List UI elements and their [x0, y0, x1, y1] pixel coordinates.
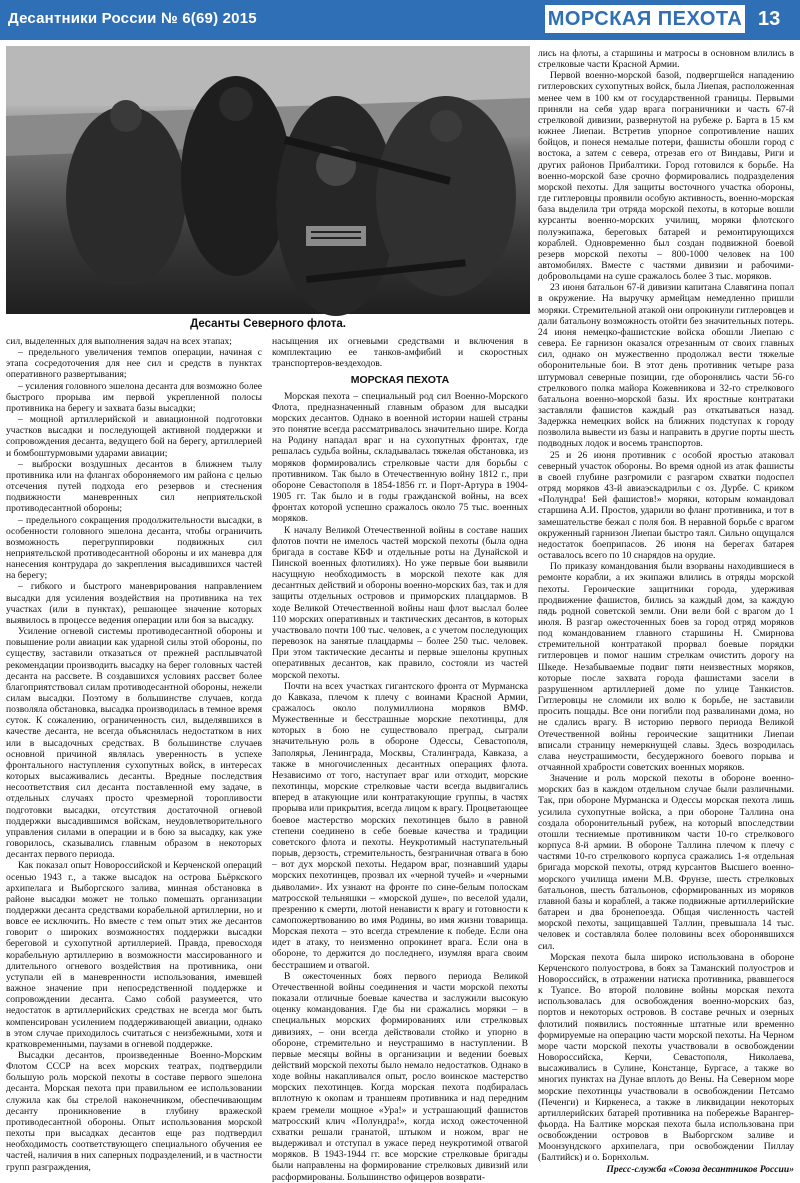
paragraph: Как показал опыт Новороссийской и Керченской операций осенью 1943 г., а также высадок на острова Бьёркского архипелага и Выборгского залива, минная обстановка в районе высадки может не только помешать организации поддержки десанта средствами корабельной артиллерии, но и вовсе ее исключить. Но вместе с тем опыт этих же десантов говорит о широких возможностях поддержки высадки береговой и сухопутной артиллерией. Правда, превосходя корабельную артиллерию в возможности массированного и длительного огневого воздействия на противника, они уступали ей в маневренности использования, имевшей важное значение при непосредственной поддержке и сопровождении десанта. Само собой разумеется, что недостаток в артиллерийских средствах не всегда мог быть компенсирован усилением поддерживающей авиации, однако в этом случае приходилось считаться с неизбежными, хотя и кратковременными, паузами в огневой поддержке.	[6, 860, 262, 1050]
paragraph: 25 и 26 июня противник с особой яростью атаковал северный участок обороны. Во время одной из атак фашисты в своей глубине разгромили с разгаром схватки подоспел отряд моряков 43-й авиаэскадрильи с оз. Дурбе. С криком «Полундра! Бей фашистов!» моряки, которым командовал старшина А.И. Простов, ударили во фланг противника, и тот в замешательстве бежал с поля боя. В неравной борьбе с врагом окруженный гарнизон Лиепаи быстро таял. Сильно ощущался недостаток боеприпасов. 26 июня на берегах батарея оставалось всего по 10 снарядов на орудие.	[538, 449, 794, 562]
paragraph: Морская пехота была широко использована в обороне Керченского полуострова, в боях за Таманский полуостров и Новороссийск, в отражении натиска противника, рвавшегося к Туапсе. Во второй половине войны морская пехота использовалась для освобождения военно-морских баз, портов и некоторых островов. В составе речных и озерных флотилий появились постоянные штатные или временно формируемые на операцию части морской пехоты. На Черном море части морской пехоты участвовали в освобождении Новороссийска, Керчи, Севастополя, Николаева, высаживались в Сулине, Констанце, Бургасе, а также во многих пунктах на Дунае вплоть до Вены. На Северном море морские пехотинцы участвовали в освобождении Петсамо (Печенги) и Киркенеса, а также в ликвидации некоторых артиллерийских батарей противника на побережье Варангер-фьорда. На Балтике морская пехота была использована при освобождении островов в Выборгском заливе и Моонзундского архипелага, при освобождении Пиллау (Балтийск) и о. Борнхольм.	[538, 951, 794, 1164]
column-3	[538, 48, 794, 1175]
section-title: МОРСКАЯ ПЕХОТА	[545, 5, 745, 33]
paragraph: – предельного увеличения темпов операции, начиная с этапа сосредоточения для нее сил и средств в пунктах оперативного развертывания;	[6, 347, 262, 381]
paragraph: Высадки десантов, произведенные Военно-Морским Флотом СССР на всех морских театрах, подтвердили большую роль морской пехоты в составе первого эшелона десанта. Морская пехота при правильном ее использовании служила как бы стрелой наконечником, обеспечивающим десанту проникновение в глубину вражеской противодесантной обороны. Опыт использования морской пехоты при высадках десантов еще раз подтвердил необходимость соответствующего специального обучения ее частей, наличия в них саперных подразделений, и в частности групп разграждения,	[6, 1050, 262, 1173]
paragraph: Значение и роль морской пехоты в обороне военно-морских баз в каждом отдельном случае были различными. Так, при обороне Мурманска и Одессы морская пехота лишь усилила сухопутные войска, а при обороне Таллина она создала оборонительный рубеж, на который впоследствии отошли тесниемые противником части 10-го стрелкового корпуса 8-й армии. В обороне Таллина плечом к плечу с частями 10-го стрелкового корпуса сражались 1-я отдельная бригада морской пехоты, отряд курсантов Высшего военно-морского училища имени М.В. Фрунзе, шесть стрелковых батальонов, шесть батальонов, сформированных из моряков главной базы и кораблей, а также подвижные артиллерийские батареи и два бронепоезда. Общая численность частей морской пехоты, защищавшей Таллин, превышала 14 тыс. человек и составляла более половины всех оборонявшихся сил.	[538, 773, 794, 952]
page-number: 13	[758, 8, 781, 30]
paragraph: К началу Великой Отечественной войны в составе наших флотов почти не имелось частей морской пехоты (была одна бригада в составе КБФ и отдельные роты на Дунайской и Пинской военных флотилиях). Но уже первые бои выявили насущную необходимость в морской пехоте как для десантных действий и обороны военно-морских баз, так и для защиты отдельных островов и приморских плацдармов. В ходе Великой Отечественной войны наш флот выслал более 110 морских оперативных и тактических десантов, в которых участвовало почти 100 тыс. человек, а с учетом последующих перевозок на занятые плацдармы – более 250 тыс. человек. При этом тактические десанты и первые эшелоны крупных оперативных десантов, как правило, состояли из частей морской пехоты.	[272, 524, 528, 681]
column-1	[6, 336, 262, 1173]
paragraph: По приказу командования были взорваны находившиеся в ремонте корабли, а их экипажи влились в отряды морской пехоты. Героические защитники города, удерживая продвижение фашистов, бились за каждый дом, за каждую пядь родной советской земли. Они вели бой с врагом до 1 июля. В разгар ожесточенных боев за город отряд моряков под командованием главного старшины Н. Смирнова стремительной контратакой прорвал боевые порядки гитлеровцев и помог нашим стрелкам очистить дорогу на Шкеде. Незабываемые подвиг пяти неизвестных моряков, которые после захвата города фашистами засели в разрушенном артиллерией доме по улице Танкистов. Гитлеровцы не сломили их волю к борьбе, не заставили просить пощады. Все они погибли под развалинами дома, но не сдались врагу. В историю первого периода Великой Отечественной войны героические защитники Лиепаи вписали страницу немеркнущей славы. Здесь возродилась слава неустрашимости, бесудержного боевого порыва и отчаянной храбрости советских военных моряков.	[538, 561, 794, 773]
paragraph: Почти на всех участках гигантского фронта от Мурманска до Кавказа, плечом к плечу с воинами Красной Армии, сражалось около полумиллиона моряков ВМФ. Мужественные и бесстрашные морские пехотинцы, для которых в бою не существовало преград, сыграли значительную роль в обороне Одессы, Севастополя, Заполярья, Ленинграда, Москвы, Сталинграда, Кавказа, а также в многочисленных десантных операциях флота. Независимо от того, наступает враг или отходит, морские пехотинцы, морские стрелковые части всегда выдвигались вперед в атакующие или контратакующие группы, в частях прорыва или прикрытия, всегда лицом к врагу. Процветающее боевое мастерство морских пехотинцев было в равной степени соединено в себе боевые качества и традиции советского флота и пехоты. Неукротимый наступательный порыв, дерзость, стремительность, безграничная отвага в бою – вот дух морской пехоты. Недаром враг, познавший удары морских пехотинцев, прозвал их «черной тучей» и «черными дьяволами». Их узнают на фронте по сине-белым полоскам матросской тельняшки – «морской душе», по веселой удали, презрению к смерти, лютой ненависти к врагу и готовности к самопожертвованию во имя Родины, во имя жизни товарища. Морская пехота – это всегда стремление к победе. Если она идет в атаку, то неизменно опрокинет врага. Если она в обороне, то держится до последнего, изумляя врага своим бесстрашием и отвагой.	[272, 680, 528, 971]
paragraph: насыщения их огневыми средствами и включения в комплектацию ее танков-амфибий и скоростных транспортеров-вездеходов.	[272, 336, 528, 370]
column-2	[272, 336, 528, 1183]
photo-illustration	[6, 46, 530, 314]
paragraph: – предельного сокращения продолжительности высадки, в особенности головного эшелона десанта, чтобы ограничить возможность перегруппировки подвижных сил неприятельской противодесантной обороны и их маневра для нанесения контрудара до закрепления высадившихся частей на берегу;	[6, 514, 262, 582]
article-subtitle: МОРСКАЯ ПЕХОТА	[350, 374, 450, 387]
newspaper-issue: Десантники России № 6(69) 2015	[8, 10, 257, 27]
paragraph: Усиление огневой системы противодесантной обороны и повышение роли авиации как ударной силы этой обороны, по существу, заставили отказаться от прежней расплывчатой рекомендации производить высадку на берег головных частей десанта на рассвете. В создавшихся условиях рассвет более благоприятствовал силам противодесантной обороны, нежели силам высадки. Поэтому в большинстве случаев, когда позволяла обстановка, высадка производилась в темное время суток. К сожалению, ограниченность сил, выделявшихся в качестве десанта, не всегда объяснялась недостатком в них или в высадочных средствах. В большинстве случаев основной причиной являлась уверенность в успехе фронтального наступления сухопутных войск, в интересах которых высаживались десанты. Вредные последствия несоответствия сил десанта поставленной ему задаче, в отдельных случаях просто чрезмерной торопливости подготовки высадки, отсутствия достаточной огневой поддержки высадившимся войскам, неудовлетворительного управления силами в операции и в бою за высадку, как уже говорилось, сказывались главным образом в некоторых десантах первого периода.	[6, 626, 262, 861]
paragraph: сил, выделенных для выполнения задач на всех этапах;	[6, 336, 232, 347]
marines-photo	[6, 46, 530, 314]
article-signature: Пресс-служба «Союза десантников России»	[606, 1163, 794, 1175]
paragraph: Первой военно-морской базой, подвергшейся нападению гитлеровских сухопутных войск, была Лиепая, расположенная менее чем в 100 км от государственной границы. Первыми приняли на себя удар врага пограничники и часть 67-й стрелковой дивизии, развернутой на рубеже р. Барта в 15 км южнее Лиепаи. Встретив упорное сопротивление наших бойцов, и понеся немалые потери, фашисты обошли город с востока, а затем с севера, отрезав его от Виндавы, Риги и других районов Прибалтики. Город готовился к борьбе. На военно-морской базе срочно формировались подразделения морской пехоты. Для защиты восточного участка обороны, где гитлеровцы проявили особую активность, военно-морская база выделила три отряда морской пехоты, в которые вошли курсанты военно-морских училищ, моряки флотского полуэкипажа, береговых батарей и ремонтирующихся кораблей. Одновременно был создан подвижной боевой резерв морской пехоты – 800-1000 человек на 100 автомобилях. Вместе с частями дивизии и рабочими-добровольцами на суше сражалось более 3 тыс. моряков.	[538, 70, 794, 283]
page-header	[0, 0, 800, 40]
paragraph: Морская пехота – специальный род сил Военно-Морского Флота, предназначенный главным образом для высадки морских десантов. Однако в военной истории нашей страны это понятие всегда рассматривалось значительно шире. Когда на Родину нападал враг и на сухопутных фронтах, где решалась судьба войны, складывалась тяжелая обстановка, из моряков формировались стрелковые части для борьбы с противником. Так было в Отечественную войну 1812 г., при обороне Севастополя в 1854-1856 гг. и Порт-Артура в 1904-1905 гг. Так было и в годы гражданской войны, на всех фронтах которой успешно сражалось около 75 тыс. военных моряков.	[272, 390, 528, 525]
paragraph: – усиления головного эшелона десанта для возможно более быстрого прорыва им первой укрепленной полосы противника на берегу и захвата базы высадки;	[6, 380, 262, 414]
paragraph: – мощной артиллерийской и авиационной подготовки участков высадки и последующей активной поддержки и сопровождения десанта, ведущего бой на берегу, артиллерией и бомбоштурмовыми ударами авиации;	[6, 414, 262, 459]
paragraph: – гибкого и быстрого маневрирования направлением высадки для усиления воздействия на противника на тех участках (или в пунктах), решающее значение которых выявилось в процессе ведения операции или боя за высадку.	[6, 581, 262, 626]
paragraph: В ожесточенных боях первого периода Великой Отечественной войны соединения и части морской пехоты показали отличные боевые качества и заслужили высокую оценку командования. Где бы ни сражались моряки – в специальных морских формированиях или стрелковых дивизиях, – они всегда действовали стойко и упорно в обороне, стремительно и неустрашимо в наступлении. В первые месяцы войны в организации и ведении боевых действий морской пехоты было немало недостатков. Однако в ходе войны накапливался опыт, росло воинское мастерство морских пехотинцев. Когда морская пехота подбиралась вплотную к окопам и траншеям противника и над передним краем гремели мощное «Ура!» и устрашающий фашистов матросский клич «Полундра!», когда исход ожесточенной схватки решали гранатой, штыком и ножом, враг не выдерживал и отступал в ужасе перед неукротимой отвагой моряков. В 1943-1944 гг. все морские стрелковые бригады были направлены на формирование стрелковых дивизий или расформированы. Большинство офицеров возврати-	[272, 970, 528, 1183]
paragraph: 23 июня батальон 67-й дивизии капитана Славягина попал в окружение. На выручку армейцам немедленно пришли моряки. Стремительной атакой они опрокинули гитлеровцев и дали батальону возможность отойти без значительных потерь. 24 июня немецко-фашистские войска обошли Лиепаю с севера. Ее гарнизон оказался отрезанным от своих главных сил, однако он мужественно продолжал вести тяжелые оборонительные бои. В этот день противник четыре раза штурмовал северные позиции, где оборонялись части 56-го стрелкового полка майора Кожевникова и 32-го стрелкового батальона военно-морской базы. Их яростные контратаки заставляли фашистов каждый раз откатываться назад. Задержка немецких войск на ближних подступах к городу позволила вывести из базы и направить в другие порты шесть подводных лодок и восемь транспортов.	[538, 282, 794, 450]
photo-caption: Десанты Северного флота.	[190, 318, 346, 330]
paragraph: лись на флоты, а старшины и матросы в основном влились в стрелковые части Красной Армии.	[538, 48, 794, 71]
paragraph: – выброски воздушных десантов в ближнем тылу противника или на флангах обороняемого им района с целью отсечения путей подхода его резервов и стеснения подвижности маневренных сил неприятельской противодесантной обороны;	[6, 458, 262, 515]
